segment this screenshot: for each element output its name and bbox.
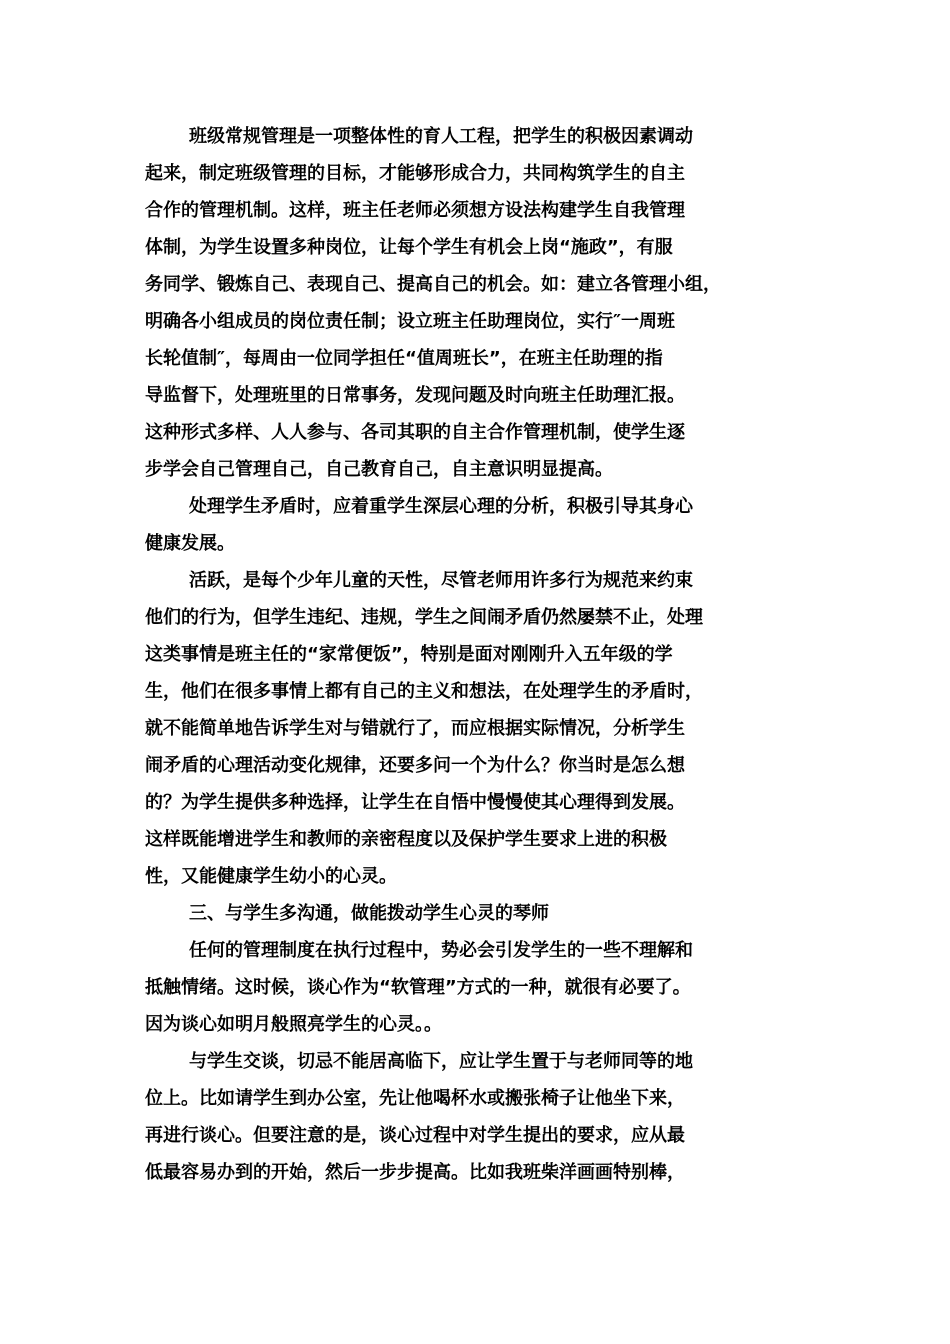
text-line: 这种形式多样、人人参与、各司其职的自主合作管理机制，使学生逐 bbox=[145, 422, 685, 443]
text-line: 这类事情是班主任的“家常便饭”，特别是面对刚刚升入五年级的学 bbox=[145, 644, 673, 665]
body-text bbox=[145, 118, 810, 1191]
text-line: 体制，为学生设置多种岗位，让每个学生有机会上岗“施政”，有服 bbox=[145, 237, 673, 258]
text-line: 的？为学生提供多种选择，让学生在自悟中慢慢使其心理得到发展。 bbox=[145, 792, 685, 813]
text-line: 这样既能增进学生和教师的亲密程度以及保护学生要求上进的积极 bbox=[145, 829, 667, 850]
text-line: 导监督下，处理班里的日常事务，发现问题及时向班主任助理汇报。 bbox=[145, 385, 685, 406]
text-line: 性，又能健康学生幼小的心灵。 bbox=[145, 866, 397, 887]
text-line: 起来，制定班级管理的目标，才能够形成合力，共同构筑学生的自主 bbox=[145, 163, 685, 184]
text-line: 合作的管理机制。这样，班主任老师必须想方设法构建学生自我管理 bbox=[145, 200, 685, 221]
text-line: 步学会自己管理自己，自己教育自己，自主意识明显提高。 bbox=[145, 459, 613, 480]
text-line: 再进行谈心。但要注意的是，谈心过程中对学生提出的要求，应从最 bbox=[145, 1125, 685, 1146]
text-line: 位上。比如请学生到办公室，先让他喝杯水或搬张椅子让他坐下来， bbox=[145, 1088, 685, 1109]
text-line: 三、与学生多沟通，做能拨动学生心灵的琴师 bbox=[189, 903, 549, 924]
text-line: 闹矛盾的心理活动变化规律，还要多问一个为什么？你当时是怎么想 bbox=[145, 755, 685, 776]
text-line: 活跃，是每个少年儿童的天性，尽管老师用许多行为规范来约束 bbox=[189, 570, 693, 591]
text-line: 务同学、锻炼自己、表现自己、提高自己的机会。如：建立各管理小组， bbox=[145, 274, 721, 295]
text-line: 健康发展。 bbox=[145, 533, 235, 554]
text-line: 明确各小组成员的岗位责任制；设立班主任助理岗位，实行″一周班 bbox=[145, 311, 676, 332]
text-line: 生，他们在很多事情上都有自己的主义和想法，在处理学生的矛盾时， bbox=[145, 681, 703, 702]
text-line: 因为谈心如明月般照亮学生的心灵。。 bbox=[145, 1014, 442, 1035]
text-line: 他们的行为，但学生违纪、违规，学生之间闹矛盾仍然屡禁不止，处理 bbox=[145, 607, 703, 628]
text-line: 任何的管理制度在执行过程中，势必会引发学生的一些不理解和 bbox=[189, 940, 693, 961]
text-line: 处理学生矛盾时，应着重学生深层心理的分析，积极引导其身心 bbox=[189, 496, 693, 517]
text-line: 就不能简单地告诉学生对与错就行了，而应根据实际情况，分析学生 bbox=[145, 718, 685, 739]
text-line: 长轮值制″，每周由一位同学担任“值周班长”，在班主任助理的指 bbox=[145, 348, 663, 369]
text-line: 抵触情绪。这时候，谈心作为“软管理”方式的一种，就很有必要了。 bbox=[145, 977, 691, 998]
text-line: 班级常规管理是一项整体性的育人工程，把学生的积极因素调动 bbox=[189, 126, 693, 147]
text-line: 与学生交谈，切忌不能居高临下，应让学生置于与老师同等的地 bbox=[189, 1051, 693, 1072]
text-line: 低最容易办到的开始，然后一步步提高。比如我班柴洋画画特别棒， bbox=[145, 1162, 685, 1183]
